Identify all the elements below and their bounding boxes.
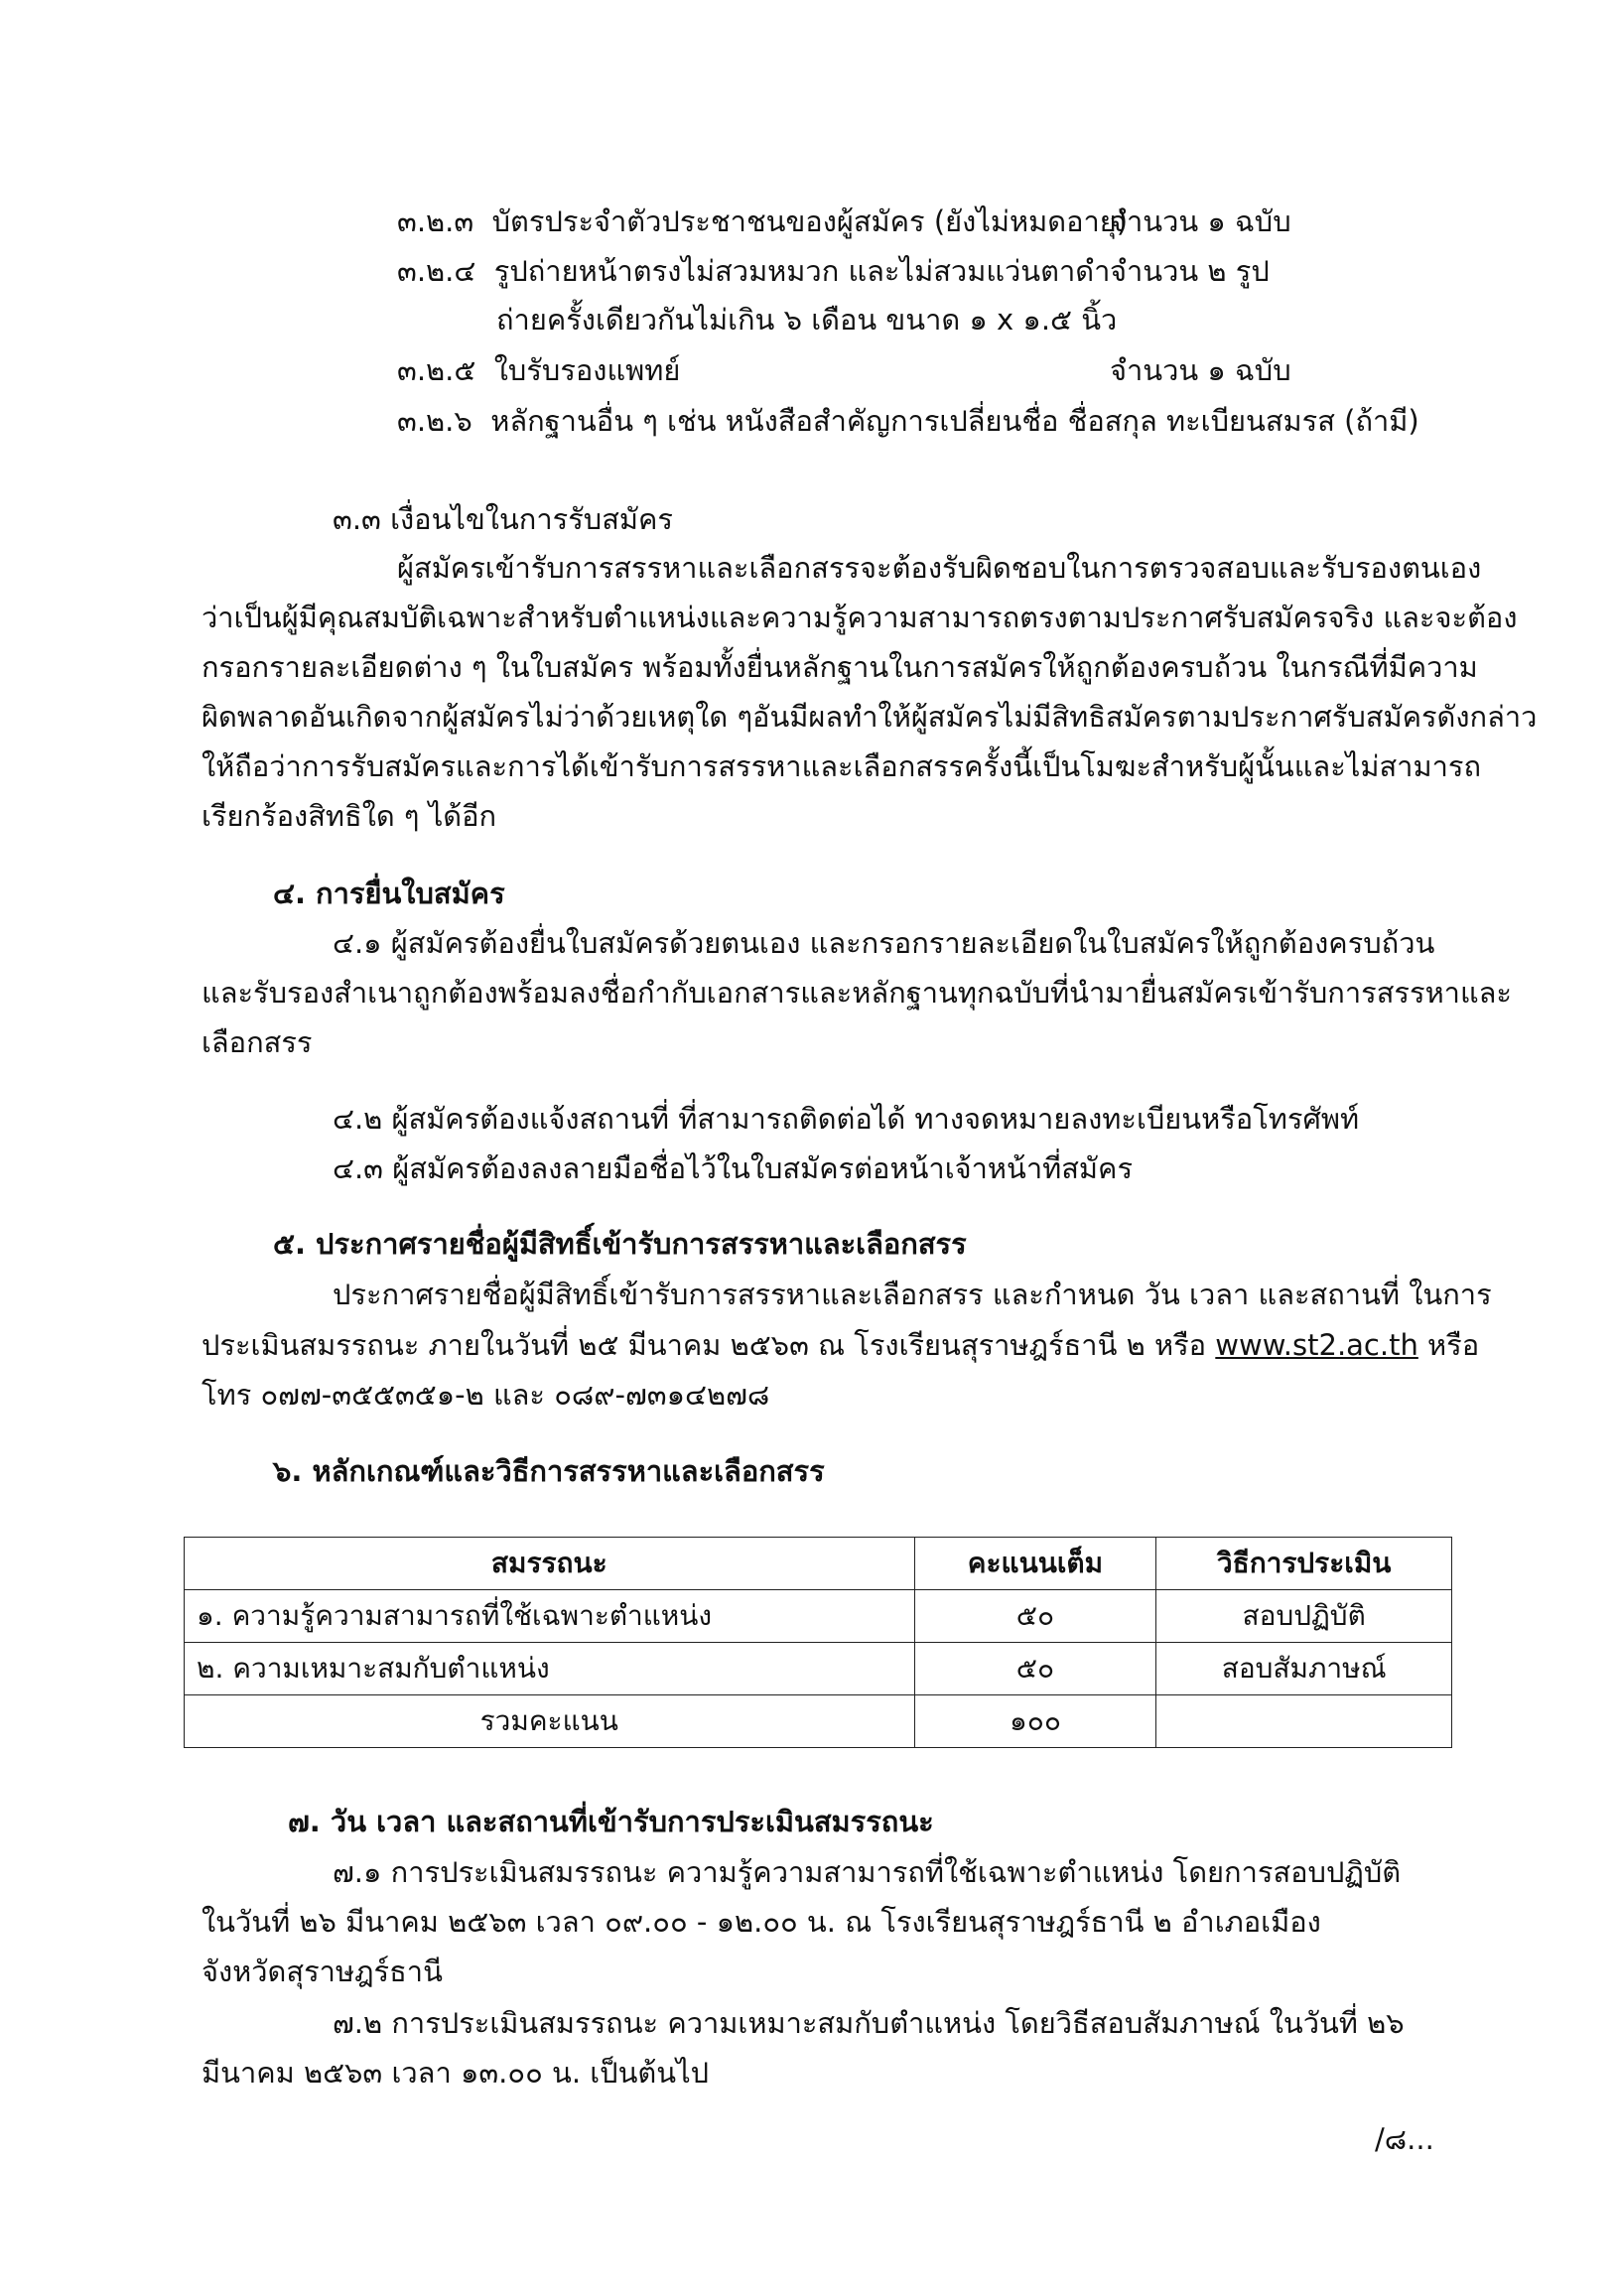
- cell-competency: ๒. ความเหมาะสมกับตำแหน่ง: [185, 1643, 915, 1695]
- paragraph-line: เรียกร้องสิทธิใด ๆ ได้อีก: [202, 799, 497, 833]
- paragraph-line: ๔.๒ ผู้สมัครต้องแจ้งสถานที่ ที่สามารถติดต่อได้ ทางจดหมายลงทะเบียนหรือโทรศัพท์: [333, 1102, 1360, 1136]
- item-3-2-4: [397, 251, 1110, 291]
- website-link[interactable]: www.st2.ac.th: [1215, 1328, 1418, 1362]
- item-continuation: ถ่ายครั้งเดียวกันไม่เกิน ๖ เดือน ขนาด ๑ x ๑.๕ นิ้ว: [496, 303, 1118, 337]
- paragraph-line: ว่าเป็นผู้มีคุณสมบัติเฉพาะสำหรับตำแหน่งและความรู้ความสามารถตรงตามประกาศรับสมัครจริง และจะต้อง: [202, 601, 1518, 634]
- paragraph-line: และรับรองสำเนาถูกต้องพร้อมลงชื่อกำกับเอกสารและหลักฐานทุกฉบับที่นำมายื่นสมัครเข้ารับการสรรหาและ: [202, 976, 1513, 1010]
- next-page-marker: /๘...: [1375, 2122, 1434, 2156]
- table-header-row: [185, 1538, 1452, 1590]
- paragraph-line: จังหวัดสุราษฎร์ธานี: [202, 1955, 443, 1988]
- cell-score: ๕๐: [914, 1590, 1156, 1643]
- table-total-row: [185, 1695, 1452, 1748]
- paragraph-line: ผิดพลาดอันเกิดจากผู้สมัครไม่ว่าด้วยเหตุใด ๆอันมีผลทำให้ผู้สมัครไม่มีสิทธิสมัครตามประกาศรับสมัครดังกล่าว: [202, 700, 1538, 734]
- cell-method: สอบสัมภาษณ์: [1156, 1643, 1452, 1695]
- paragraph-line: ๗.๒ การประเมินสมรรถนะ ความเหมาะสมกับตำแหน่ง โดยวิธีสอบสัมภาษณ์ ในวันที่ ๒๖: [333, 2006, 1405, 2040]
- header-competency: สมรรถนะ: [185, 1538, 915, 1590]
- section-5-heading: ๕. ประกาศรายชื่อผู้มีสิทธิ์เข้ารับการสรรหาและเลือกสรร: [273, 1227, 967, 1261]
- section-7-heading: ๗. วัน เวลา และสถานที่เข้ารับการประเมินสมรรถนะ: [288, 1805, 934, 1838]
- item-copies: จำนวน ๑ ฉบับ: [1110, 353, 1291, 387]
- section-3-3-heading: ๓.๓ เงื่อนไขในการรับสมัคร: [333, 502, 673, 536]
- paragraph-line: ๔.๓ ผู้สมัครต้องลงลายมือชื่อไว้ในใบสมัครต่อหน้าเจ้าหน้าที่สมัคร: [333, 1151, 1134, 1185]
- item-number: ๓.๒.๔: [397, 254, 476, 288]
- table-row: [185, 1590, 1452, 1643]
- criteria-table: [184, 1537, 1452, 1748]
- cell-total-value: ๑๐๐: [914, 1695, 1156, 1748]
- item-3-2-3: [397, 202, 1128, 241]
- item-number: ๓.๒.๓: [397, 204, 474, 238]
- paragraph-line: ประกาศรายชื่อผู้มีสิทธิ์เข้ารับการสรรหาและเลือกสรร และกำหนด วัน เวลา และสถานที่ ในการ: [333, 1278, 1492, 1311]
- paragraph-line: ผู้สมัครเข้ารับการสรรหาและเลือกสรรจะต้องรับผิดชอบในการตรวจสอบและรับรองตนเอง: [397, 551, 1482, 585]
- header-full-score: คะแนนเต็ม: [914, 1538, 1156, 1590]
- paragraph-line: ให้ถือว่าการรับสมัครและการได้เข้ารับการสรรหาและเลือกสรรครั้งนี้เป็นโมฆะสำหรับผู้นั้นและไม่สามารถ: [202, 749, 1481, 783]
- paragraph-line: ๗.๑ การประเมินสมรรถนะ ความรู้ความสามารถที่ใช้เฉพาะตำแหน่ง โดยการสอบปฏิบัติ: [333, 1855, 1402, 1889]
- section-4-heading: ๔. การยื่นใบสมัคร: [273, 877, 505, 910]
- paragraph-line: ๔.๑ ผู้สมัครต้องยื่นใบสมัครด้วยตนเอง และกรอกรายละเอียดในใบสมัครให้ถูกต้องครบถ้วน: [333, 926, 1435, 960]
- item-text: บัตรประจำตัวประชาชนของผู้สมัคร (ยังไม่หมดอายุ): [491, 204, 1129, 238]
- item-number: ๓.๒.๕: [397, 353, 476, 387]
- paragraph-line: [202, 1325, 1479, 1365]
- item-3-2-6: [397, 401, 1419, 441]
- cell-method: สอบปฏิบัติ: [1156, 1590, 1452, 1643]
- item-number: ๓.๒.๖: [397, 404, 472, 438]
- item-3-2-5: [397, 350, 680, 390]
- cell-total-label: รวมคะแนน: [185, 1695, 915, 1748]
- table-row: [185, 1643, 1452, 1695]
- paragraph-line: ในวันที่ ๒๖ มีนาคม ๒๕๖๓ เวลา ๐๙.๐๐ - ๑๒.๐๐ น. ณ โรงเรียนสุราษฎร์ธานี ๒ อำเภอเมือง: [202, 1905, 1321, 1939]
- item-text: ใบรับรองแพทย์: [493, 353, 681, 387]
- text-segment: ประเมินสมรรถนะ ภายในวันที่ ๒๕ มีนาคม ๒๕๖๓ ณ โรงเรียนสุราษฎร์ธานี ๒ หรือ: [202, 1328, 1216, 1362]
- text-segment: หรือ: [1417, 1328, 1480, 1362]
- item-copies: จำนวน ๒ รูป: [1110, 254, 1270, 288]
- paragraph-line: เลือกสรร: [202, 1025, 313, 1059]
- item-text: หลักฐานอื่น ๆ เช่น หนังสือสำคัญการเปลี่ยนชื่อ ชื่อสกุล ทะเบียนสมรส (ถ้ามี): [490, 404, 1419, 438]
- item-copies: จำนวน ๑ ฉบับ: [1110, 204, 1291, 238]
- paragraph-line: มีนาคม ๒๕๖๓ เวลา ๑๓.๐๐ น. เป็นต้นไป: [202, 2056, 710, 2090]
- paragraph-line: กรอกรายละเอียดต่าง ๆ ในใบสมัคร พร้อมทั้งยื่นหลักฐานในการสมัครให้ถูกต้องครบถ้วน ในกรณีที่มีความ: [202, 650, 1478, 684]
- cell-empty: [1156, 1695, 1452, 1748]
- header-method: วิธีการประเมิน: [1156, 1538, 1452, 1590]
- item-text: รูปถ่ายหน้าตรงไม่สวมหมวก และไม่สวมแว่นตาดำ: [493, 254, 1111, 288]
- section-6-heading: ๖. หลักเกณฑ์และวิธีการสรรหาและเลือกสรร: [273, 1454, 825, 1488]
- cell-competency: ๑. ความรู้ความสามารถที่ใช้เฉพาะตำแหน่ง: [185, 1590, 915, 1643]
- cell-score: ๕๐: [914, 1643, 1156, 1695]
- paragraph-line: โทร ๐๗๗-๓๕๕๓๕๑-๒ และ ๐๘๙-๗๓๑๔๒๗๘: [202, 1378, 770, 1412]
